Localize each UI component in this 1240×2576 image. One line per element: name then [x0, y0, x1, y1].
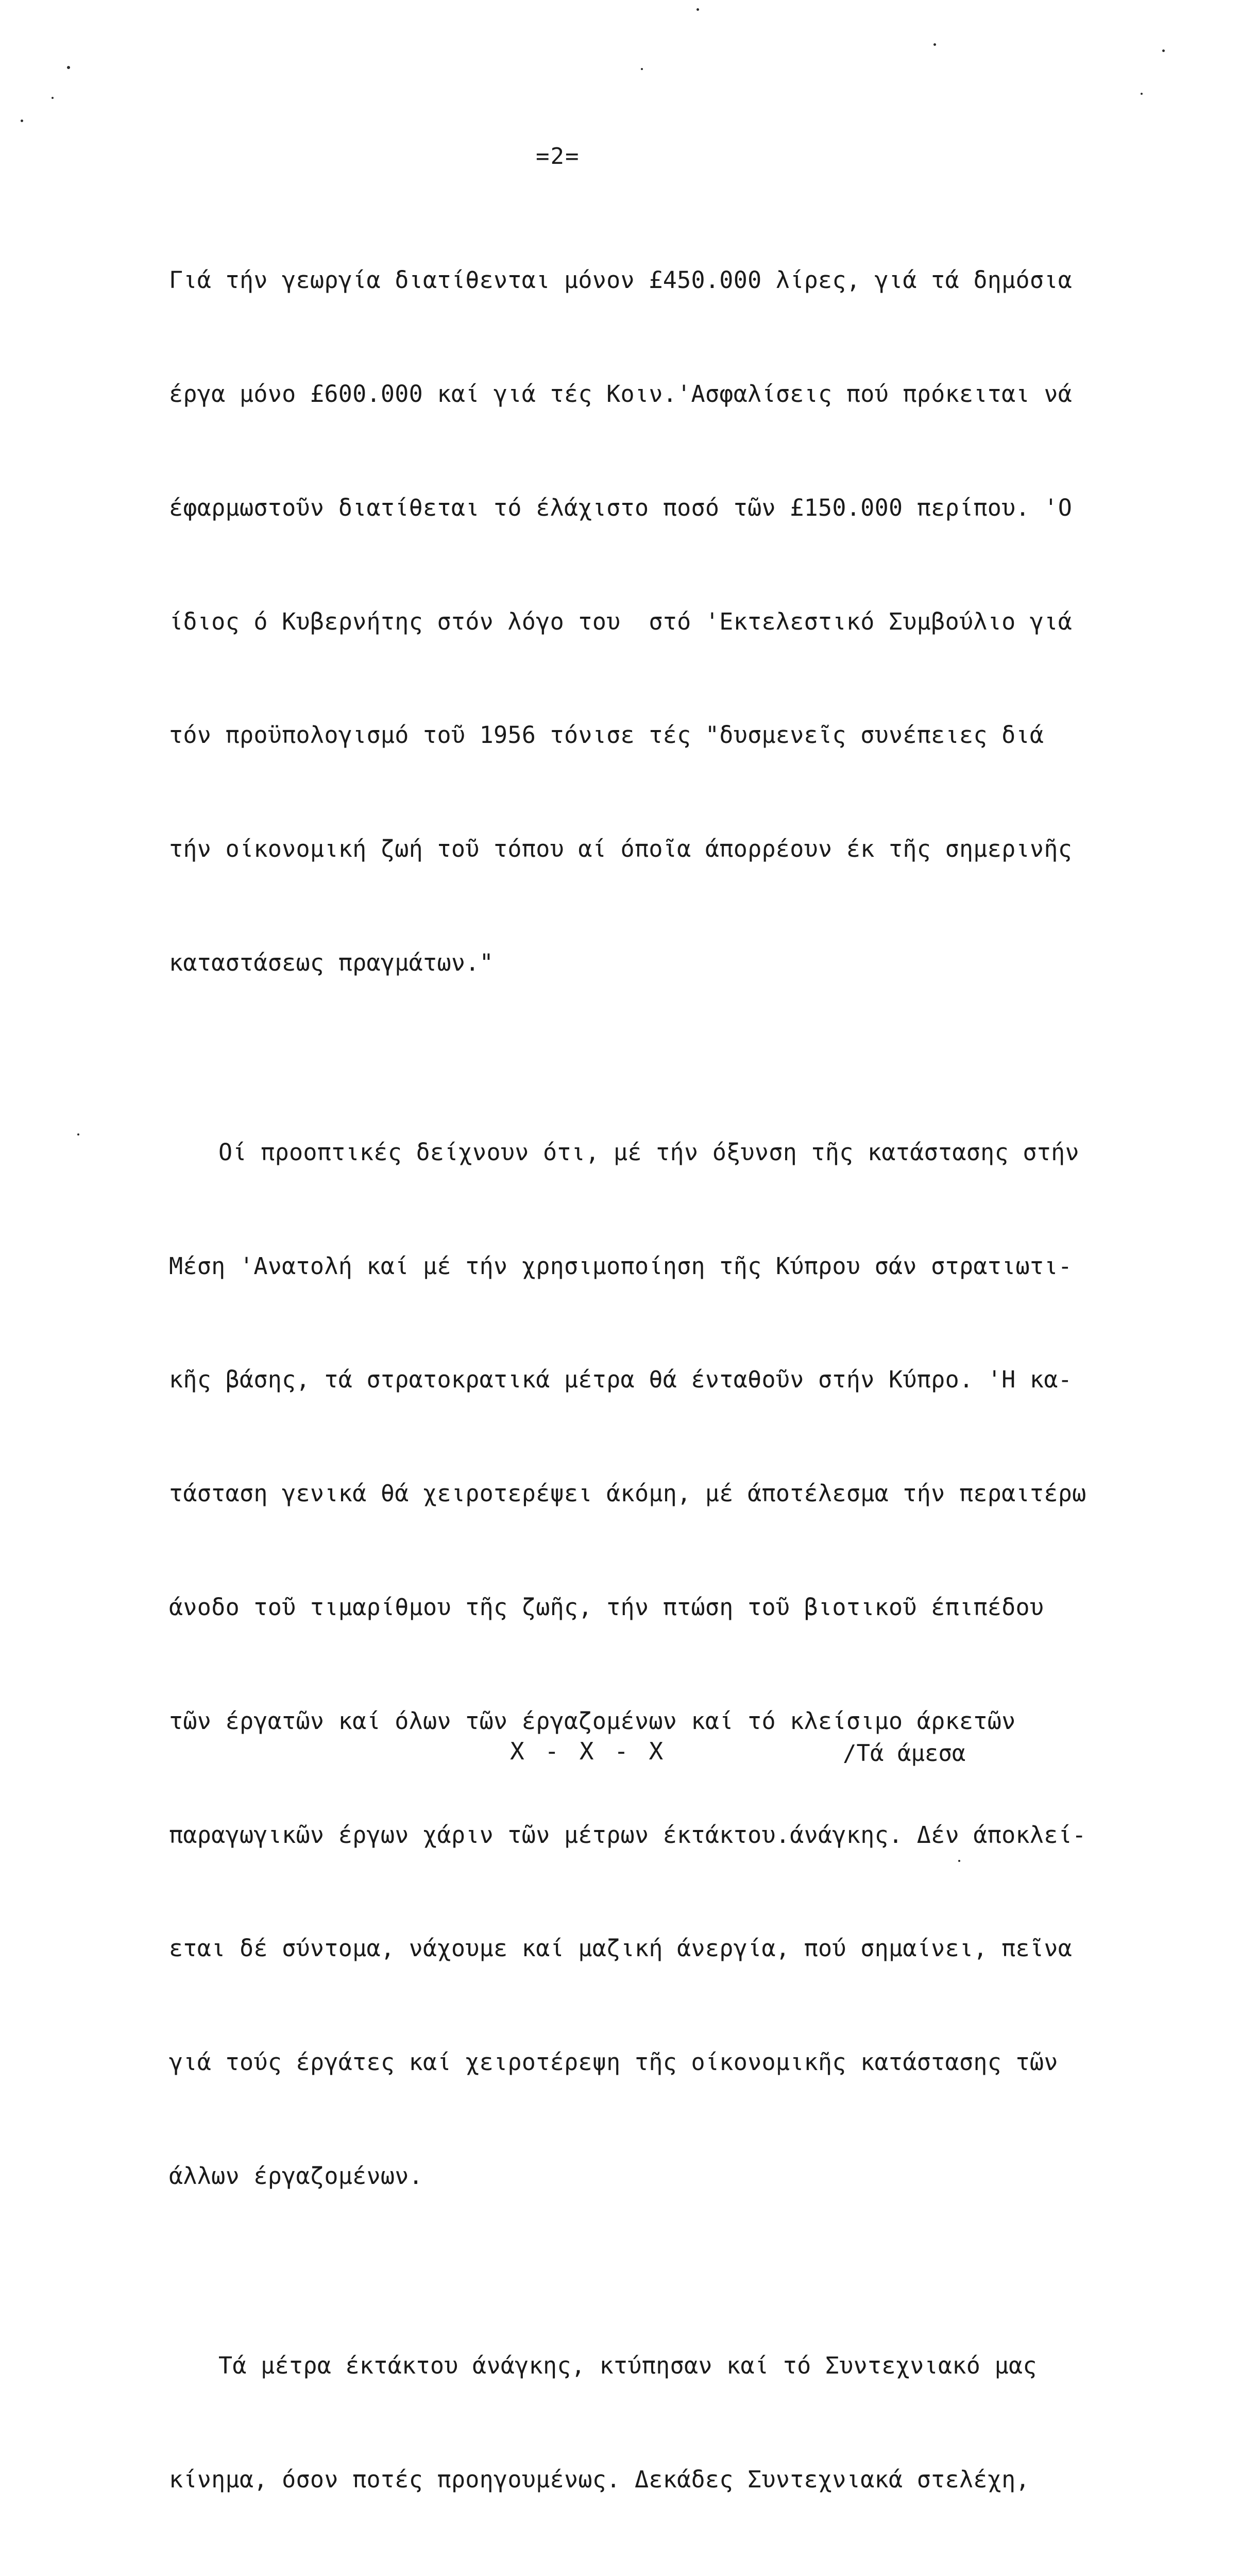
- scan-speck: [641, 68, 643, 70]
- text-line: ίδιος ό Κυβερνήτης στόν λόγο του στό 'Εκτελεστικό Συμβούλιο γιά: [169, 607, 1073, 635]
- text-line: τῶν έργατῶν καί όλων τῶν έργαζομένων καί τό κλείσιμο άρκετῶν: [169, 1707, 1016, 1735]
- text-line: έφαρμωστοῦν διατίθεται τό έλάχιστο ποσό τῶν £150.000 περίπου. 'Ο: [169, 494, 1073, 521]
- paragraph-2: [169, 1058, 1179, 2271]
- scan-speck: [77, 1133, 79, 1136]
- text-line: [169, 2574, 1179, 2576]
- scan-speck: [1162, 49, 1165, 52]
- text-line: καταστάσεως πραγμάτων.": [169, 948, 494, 976]
- text-line: τάσταση γενικά θά χειροτερέψει άκόμη, μέ άποτέλεσμα τήν περαιτέρω: [169, 1480, 1086, 1507]
- page-number: =2=: [536, 143, 580, 170]
- text-line: εται δέ σύντομα, νάχουμε καί μαζική άνεργία, πού σημαίνει, πεῖνα: [169, 1935, 1073, 1962]
- scan-speck: [1141, 93, 1143, 95]
- text-line: Τά μέτρα έκτάκτου άνάγκης, κτύπησαν καί τό Συντεχνιακό μας: [218, 2351, 1037, 2379]
- text-line: κῆς βάσης, τά στρατοκρατικά μέτρα θά ένταθοῦν στήν Κύπρο. 'Η κα-: [169, 1366, 1073, 1394]
- text-line: άλλων έργαζομένων.: [169, 2162, 423, 2190]
- text-line: έργα μόνο £600.000 καί γιά τές Κοιν.'Ασφαλίσεις πού πρόκειται νά: [169, 380, 1073, 408]
- scan-speck: [697, 8, 699, 11]
- continuation-catchword: /Τά άμεσα: [843, 1740, 966, 1767]
- paragraph-1: [169, 185, 1179, 1058]
- text-line: Οί προοπτικές δείχνουν ότι, μέ τήν όξυνση τῆς κατάστασης στήν: [218, 1138, 1079, 1166]
- scan-speck: [67, 66, 70, 69]
- text-line: άνοδο τοῦ τιμαρίθμου τῆς ζωῆς, τήν πτώση τοῦ βιοτικοῦ έπιπέδου: [169, 1593, 1044, 1621]
- text-line: τόν προϋπολογισμό τοῦ 1956 τόνισε τές "δυσμενεῖς συνέπειες διά: [169, 721, 1044, 749]
- text-line: κίνημα, όσον ποτές προηγουμένως. Δεκάδες Συντεχνιακά στελέχη,: [169, 2465, 1030, 2493]
- section-closing-mark: X - X - X: [510, 1737, 667, 1765]
- paragraph-3: [169, 2271, 1179, 2576]
- scan-speck: [52, 97, 54, 99]
- text-line: γιά τούς έργάτες καί χειροτέρεψη τῆς οίκονομικῆς κατάστασης τῶν: [169, 2048, 1058, 2076]
- text-line: Μέση 'Ανατολή καί μέ τήν χρησιμοποίηση τῆς Κύπρου σάν στρατιωτι-: [169, 1252, 1073, 1280]
- document-body: [169, 185, 1179, 2576]
- scan-speck: [21, 120, 23, 122]
- text-line: παραγωγικῶν έργων χάριν τῶν μέτρων έκτάκτου.άνάγκης. Δέν άποκλεί-: [169, 1821, 1086, 1849]
- scan-speck: [958, 1860, 960, 1862]
- text-line: τήν οίκονομική ζωή τοῦ τόπου αί όποῖα άπορρέουν έκ τῆς σημερινῆς: [169, 835, 1073, 863]
- scan-speck: [933, 43, 936, 46]
- text-line: Γιά τήν γεωργία διατίθενται μόνον £450.000 λίρες, γιά τά δημόσια: [169, 266, 1073, 294]
